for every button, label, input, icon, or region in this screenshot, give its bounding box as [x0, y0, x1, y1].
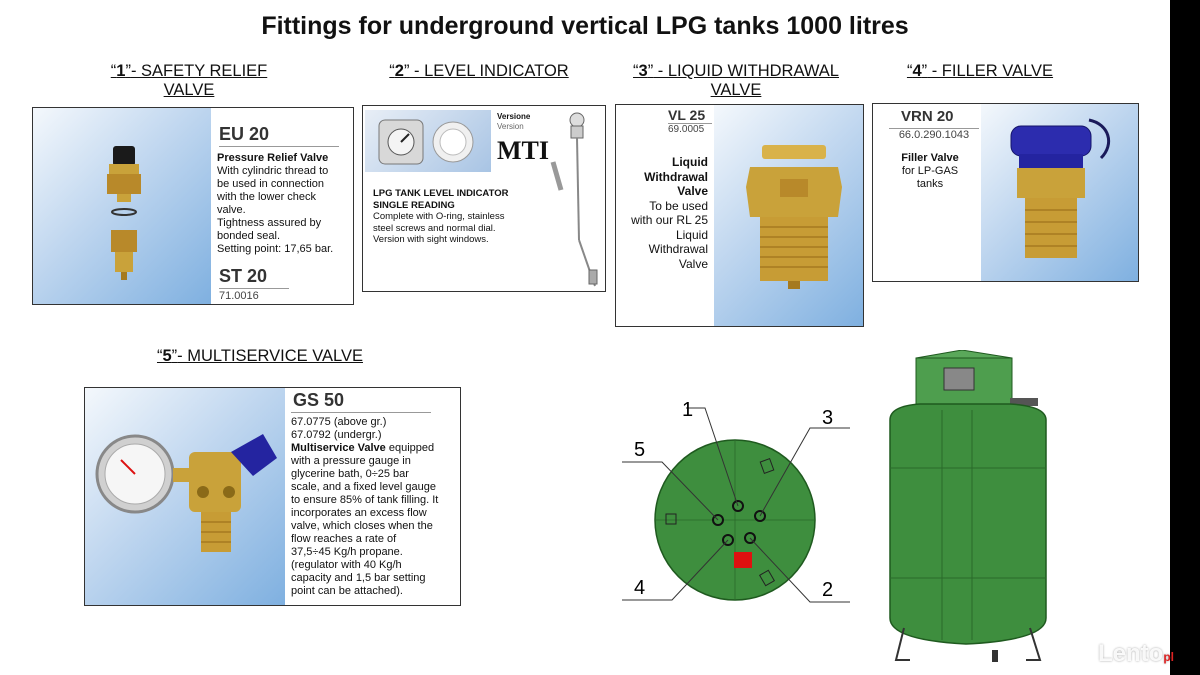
- heading-text: - LIQUID WITHDRAWAL VALVE: [653, 62, 839, 99]
- watermark-text: Lento: [1098, 640, 1164, 667]
- product-code: VRN 20: [901, 108, 954, 125]
- desc-line: Setting point: 17,65 bar.: [217, 243, 334, 255]
- desc-line: flow reaches a rate of: [291, 533, 397, 545]
- heading-number: 4: [912, 62, 922, 80]
- product-description: [217, 152, 351, 256]
- desc-line: bonded seal.: [217, 230, 280, 242]
- product-number: 67.0792 (undergr.): [291, 429, 382, 441]
- desc-line: Liquid: [675, 227, 708, 242]
- desc-line: incorporates an excess flow: [291, 507, 427, 519]
- desc-line: with a pressure gauge in: [291, 455, 411, 467]
- gauge-photo: [365, 110, 491, 172]
- desc-title: LPG TANK LEVEL INDICATOR: [373, 188, 509, 199]
- diagram-label-2: 2: [822, 579, 834, 601]
- product-name: Withdrawal: [644, 169, 708, 184]
- desc-line: With cylindric thread to: [217, 165, 329, 177]
- card-filler-valve: [872, 103, 1139, 282]
- filler-valve-image: [997, 114, 1121, 274]
- tank-body: [890, 404, 1046, 644]
- product-code: ST 20: [219, 266, 268, 286]
- product-number: 66.0.290.1043: [889, 128, 979, 141]
- product-code: GS 50: [293, 390, 345, 410]
- desc-line: Version with sight windows.: [373, 234, 489, 245]
- watermark-suffix: pl: [1163, 650, 1174, 664]
- tank-fittings: [944, 368, 974, 390]
- desc-line: with our RL 25: [631, 213, 708, 227]
- desc-first-line: [291, 442, 459, 455]
- product-name: Liquid: [672, 155, 708, 169]
- desc-line: Withdrawal: [648, 242, 708, 256]
- card-level-indicator: [362, 105, 606, 292]
- product-name: Pressure Relief Valve: [217, 152, 329, 164]
- product-code: EU 20: [219, 124, 270, 144]
- red-marker: [734, 552, 752, 568]
- desc-line: with the lower check: [217, 191, 317, 203]
- heading-text: - FILLER VALVE: [927, 62, 1054, 80]
- heading-number: 5: [162, 347, 172, 365]
- diagram-label-3: 3: [822, 407, 834, 429]
- desc-line: Tightness assured by: [217, 217, 322, 229]
- product-name: Multiservice Valve: [291, 442, 386, 454]
- withdrawal-valve-image: [744, 143, 844, 293]
- desc-line: scale, and a fixed level gauge: [291, 481, 436, 493]
- product-description: [291, 416, 459, 598]
- product-number: 69.0005: [668, 123, 712, 135]
- desc-line: steel screws and normal dial.: [373, 222, 496, 234]
- heading-text: - MULTISERVICE VALVE: [177, 347, 363, 365]
- heading-multiservice-valve: “5”- MULTISERVICE VALVE: [156, 347, 363, 365]
- watermark: [1098, 640, 1174, 668]
- desc-line: equipped: [385, 442, 435, 454]
- product-description: [883, 152, 977, 191]
- product-code: MTI: [497, 136, 549, 165]
- float-arm-image: [549, 110, 601, 288]
- diagram-label-1: 1: [682, 399, 694, 421]
- product-number: 71.0016: [219, 288, 289, 302]
- tank-side-view-image: [880, 350, 1070, 670]
- desc-line: valve, which closes when the: [291, 520, 433, 532]
- card-multiservice-valve: [84, 387, 461, 606]
- versione-label: Versione: [497, 112, 531, 121]
- heading-safety-relief-valve: “1”- SAFETY RELIEF VALVE: [110, 62, 268, 99]
- divider: [291, 412, 431, 413]
- desc-line: valve.: [217, 204, 246, 216]
- desc-line: point can be attached).: [291, 585, 403, 597]
- desc-line: (regulator with 40 Kg/h: [291, 559, 402, 571]
- relief-valve-image: [93, 138, 173, 288]
- heading-number: 2: [394, 62, 404, 80]
- heading-liquid-withdrawal-valve: “3” - LIQUID WITHDRAWAL VALVE: [633, 62, 839, 99]
- desc-line: To be used: [649, 198, 708, 213]
- desc-line: to ensure 85% of tank filling. It: [291, 494, 439, 506]
- heading-text: - SAFETY RELIEF VALVE: [130, 62, 268, 99]
- heading-number: 1: [116, 62, 126, 80]
- page-title: Fittings for underground vertical LPG tanks 1000 litres: [261, 12, 909, 40]
- product-code: VL 25: [668, 107, 706, 123]
- desc-line: glycerine bath, 0÷25 bar: [291, 468, 409, 480]
- heading-number: 3: [638, 62, 648, 80]
- tank-leg: [992, 650, 998, 662]
- diagram-label-4: 4: [634, 577, 646, 599]
- product-name: Filler Valve: [901, 152, 959, 164]
- right-edge-strip: [1170, 0, 1200, 675]
- version-label: Version: [497, 122, 524, 131]
- product-description: [620, 155, 708, 271]
- desc-line: for LP-GAS: [901, 165, 959, 177]
- level-indicator-image: [365, 110, 491, 172]
- desc-line: capacity and 1,5 bar setting: [291, 572, 426, 584]
- desc-title: SINGLE READING: [373, 199, 455, 211]
- product-name: Valve: [677, 184, 708, 198]
- heading-filler-valve: “4” - FILLER VALVE: [906, 62, 1054, 80]
- diagram-label-5: 5: [634, 439, 646, 461]
- multiservice-valve-image: [93, 418, 283, 568]
- divider: [219, 146, 339, 147]
- desc-line: Complete with O-ring, stainless: [373, 211, 505, 222]
- product-description: [373, 188, 553, 246]
- product-number: 67.0775 (above gr.): [291, 416, 387, 428]
- heading-text: - LEVEL INDICATOR: [409, 62, 569, 80]
- heading-level-indicator: “2” - LEVEL INDICATOR: [389, 62, 569, 80]
- desc-line: 37,5÷45 Kg/h propane.: [291, 546, 403, 558]
- card-safety-relief-valve: [32, 107, 354, 305]
- tank-top-view-diagram: [610, 390, 860, 610]
- card-liquid-withdrawal-valve: [615, 104, 864, 327]
- desc-line: Valve: [678, 256, 708, 271]
- desc-line: be used in connection: [217, 178, 325, 190]
- desc-line: tanks: [916, 178, 944, 190]
